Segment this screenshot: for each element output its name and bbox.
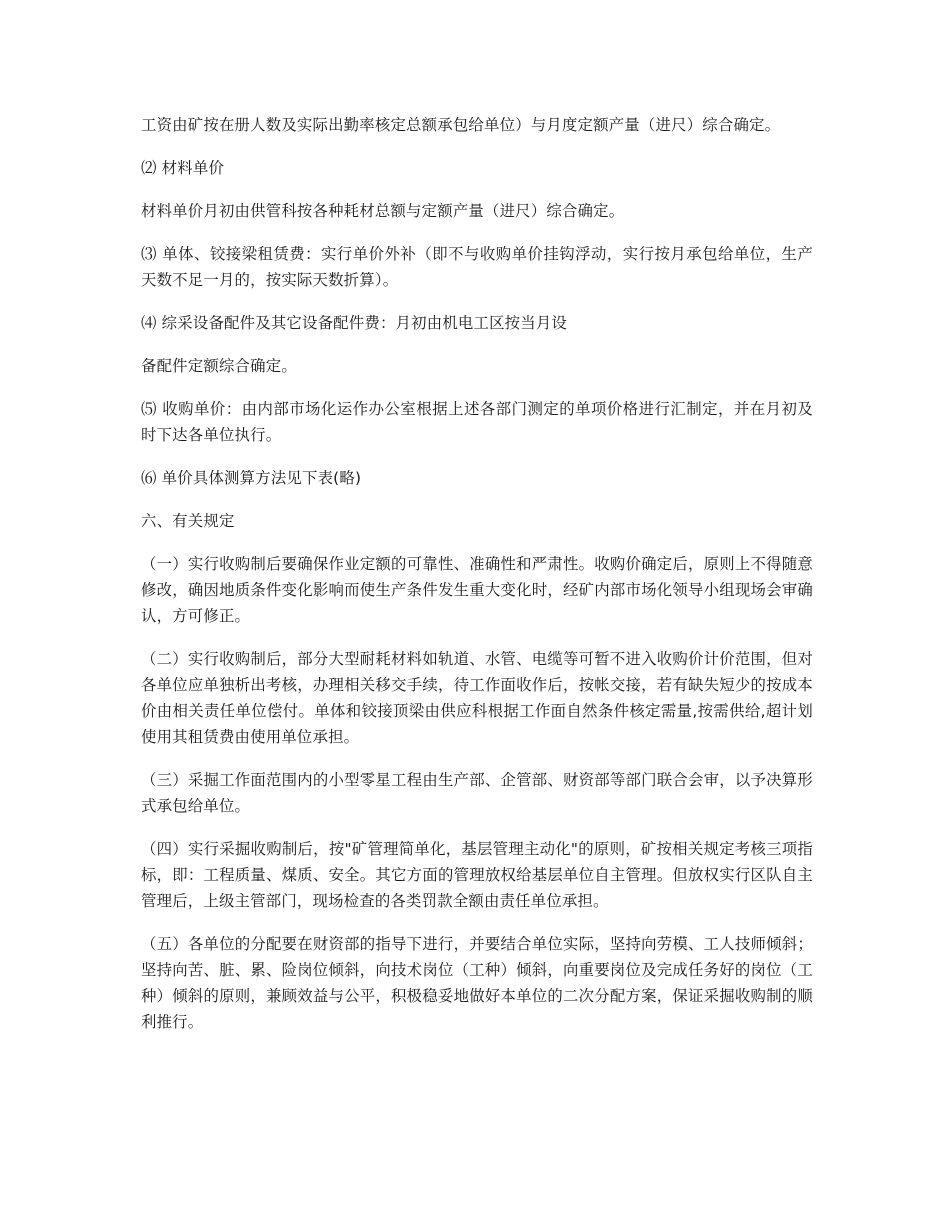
paragraph-regulation-3: （三）采掘工作面范围内的小型零星工程由生产部、企管部、财资部等部门联合会审，以予决算形式承包给单位。 xyxy=(141,771,813,815)
document-body xyxy=(141,112,813,1052)
paragraph-equipment-parts-continued: 备配件定额综合确定。 xyxy=(141,357,297,375)
section-heading-regulations: 六、有关规定 xyxy=(141,512,235,530)
paragraph-wage-continuation: 工资由矿按在册人数及实际出勤率核定总额承包给单位）与月度定额产量（进尺）综合确定。 xyxy=(141,116,781,134)
paragraph-calculation-method: ⑹ 单价具体测算方法见下表(略) xyxy=(141,469,362,487)
paragraph-regulation-1: （一）实行收购制后要确保作业定额的可靠性、准确性和严肃性。收购价确定后，原则上不得随意修改，确因地质条件变化影响而使生产条件发生重大变化时，经矿内部市场化领导小组现场会审确认，方可修正。 xyxy=(141,555,813,625)
paragraph-regulation-2: （二）实行收购制后，部分大型耐耗材料如轨道、水管、电缆等可暂不进入收购价计价范围，但对各单位应单独析出考核，办理相关移交手续，待工作面收作后，按帐交接，若有缺失短少的按成本价由相关责任单位偿付。单体和铰接顶梁由供应科根据工作面自然条件核定需量,按需供给,超计划使用其租赁费由使用单位承担。 xyxy=(141,650,813,746)
paragraph-material-price-heading: ⑵ 材料单价 xyxy=(141,159,225,177)
paragraph-purchase-price: ⑸ 收购单价：由内部市场化运作办公室根据上述各部门测定的单项价格进行汇制定，并在月初及时下达各单位执行。 xyxy=(141,400,813,444)
paragraph-rental-fee: ⑶ 单体、铰接梁租赁费：实行单价外补（即不与收购单价挂钩浮动，实行按月承包给单位，生产天数不足一月的，按实际天数折算）。 xyxy=(141,245,813,289)
paragraph-regulation-4: （四）实行采掘收购制后，按"矿管理简单化，基层管理主动化"的原则，矿按相关规定考核三项指标，即：工程质量、煤质、安全。其它方面的管理放权给基层单位自主管理。但放权实行区队自主管理后，上级主管部门，现场检查的各类罚款全额由责任单位承担。 xyxy=(141,840,813,910)
paragraph-regulation-5: （五）各单位的分配要在财资部的指导下进行，并要结合单位实际，坚持向劳模、工人技师倾斜；坚持向苦、脏、累、险岗位倾斜，向技术岗位（工种）倾斜，向重要岗位及完成任务好的岗位（工种）倾斜的原则，兼顾效益与公平，积极稳妥地做好本单位的二次分配方案，保证采掘收购制的顺利推行。 xyxy=(141,935,813,1031)
paragraph-material-price: 材料单价月初由供管科按各种耗材总额与定额产量（进尺）综合确定。 xyxy=(141,202,625,220)
paragraph-equipment-parts: ⑷ 综采设备配件及其它设备配件费：月初由机电工区按当月设 xyxy=(141,314,568,332)
